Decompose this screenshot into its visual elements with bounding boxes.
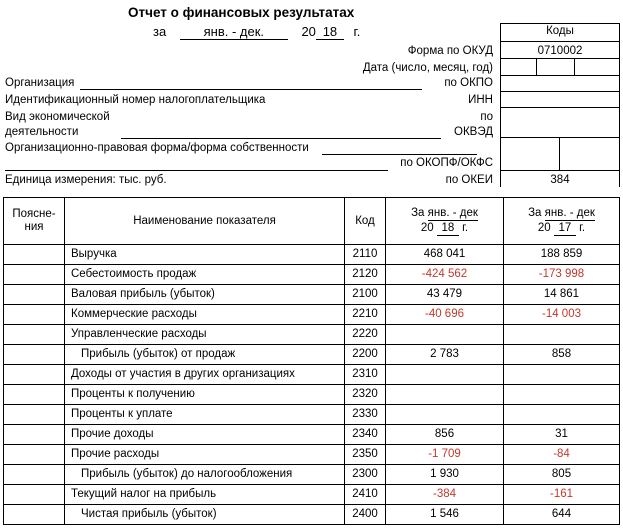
name-cell: Проценты к уплате xyxy=(65,405,345,425)
okved-label-1: по xyxy=(480,111,493,123)
col-name-header: Наименование показателя xyxy=(65,198,345,245)
notes-cell xyxy=(4,345,65,365)
legal-form-label: Организационно-правовая форма/форма собственности xyxy=(5,142,309,154)
table-row xyxy=(4,285,620,305)
okved-label-2: ОКВЭД xyxy=(454,126,493,138)
inn-label: Идентификационный номер налогоплательщика xyxy=(5,94,266,106)
previous-value-cell: 858 xyxy=(504,345,620,365)
table-row xyxy=(4,465,620,485)
inn-code-label: ИНН xyxy=(468,94,493,106)
name-cell: Коммерческие расходы xyxy=(65,305,345,325)
name-cell: Текущий налог на прибыль xyxy=(65,485,345,505)
code-cell: 2340 xyxy=(345,425,386,445)
organization-label: Организация xyxy=(5,77,75,89)
current-value-cell: -40 696 xyxy=(386,305,504,325)
code-cell: 2200 xyxy=(345,345,386,365)
period-value: янв. - дек. xyxy=(180,25,288,40)
table-row xyxy=(4,405,620,425)
name-cell: Прочие расходы xyxy=(65,445,345,465)
name-cell: Выручка xyxy=(65,245,345,265)
okud-label: Форма по ОКУД xyxy=(407,45,493,57)
notes-cell xyxy=(4,485,65,505)
current-value-cell: -424 562 xyxy=(386,265,504,285)
code-cell: 2220 xyxy=(345,325,386,345)
name-cell: Прочие доходы xyxy=(65,425,345,445)
current-value-cell: -1 709 xyxy=(386,445,504,465)
current-value-cell xyxy=(386,325,504,345)
period-line xyxy=(153,25,360,40)
notes-cell xyxy=(4,405,65,425)
year-value: 18 xyxy=(316,25,344,40)
current-value-cell: 1 930 xyxy=(386,465,504,485)
organization-field xyxy=(80,89,422,90)
current-value-cell: 468 041 xyxy=(386,245,504,265)
activity-label-1: Вид экономической xyxy=(5,111,110,123)
year-prefix: 20 xyxy=(301,24,316,39)
table-row xyxy=(4,325,620,345)
previous-value-cell: 188 859 xyxy=(504,245,620,265)
name-cell: Управленческие расходы xyxy=(65,325,345,345)
code-cell: 2320 xyxy=(345,385,386,405)
name-cell: Чистая прибыль (убыток) xyxy=(65,505,345,525)
notes-cell xyxy=(4,385,65,405)
notes-cell xyxy=(4,505,65,525)
name-cell: Валовая прибыль (убыток) xyxy=(65,285,345,305)
name-cell: Доходы от участия в других организациях xyxy=(65,365,345,385)
current-value-cell: 856 xyxy=(386,425,504,445)
previous-value-cell xyxy=(504,365,620,385)
notes-cell xyxy=(4,245,65,265)
name-cell: Себестоимость продаж xyxy=(65,265,345,285)
previous-value-cell: 805 xyxy=(504,465,620,485)
code-cell: 2310 xyxy=(345,365,386,385)
notes-cell xyxy=(4,465,65,485)
financial-results-table xyxy=(3,197,620,525)
current-value-cell: 2 783 xyxy=(386,345,504,365)
period-prefix: за xyxy=(153,24,167,39)
current-value-cell: -384 xyxy=(386,485,504,505)
col-notes-header: Поясне- ния xyxy=(4,198,65,245)
code-cell: 2100 xyxy=(345,285,386,305)
table-row xyxy=(4,345,620,365)
notes-cell xyxy=(4,265,65,285)
previous-value-cell: 14 861 xyxy=(504,285,620,305)
notes-cell xyxy=(4,305,65,325)
notes-cell xyxy=(4,285,65,305)
previous-value-cell: -84 xyxy=(504,445,620,465)
codes-title: Коды xyxy=(546,25,574,37)
previous-value-cell xyxy=(504,405,620,425)
previous-value-cell: -173 998 xyxy=(504,265,620,285)
previous-value-cell: -161 xyxy=(504,485,620,505)
activity-label-2: деятельности xyxy=(5,126,79,138)
table-row xyxy=(4,245,620,265)
previous-value-cell: 644 xyxy=(504,505,620,525)
okud-value: 0710002 xyxy=(537,45,583,57)
previous-value-cell xyxy=(504,325,620,345)
okopf-label: по ОКОПФ/ОКФС xyxy=(400,157,493,169)
code-cell: 2210 xyxy=(345,305,386,325)
table-row xyxy=(4,305,620,325)
okei-label: по ОКЕИ xyxy=(445,174,493,186)
current-value-cell xyxy=(386,385,504,405)
code-cell: 2300 xyxy=(345,465,386,485)
current-value-cell xyxy=(386,365,504,385)
name-cell: Прибыль (убыток) от продаж xyxy=(65,345,345,365)
activity-field xyxy=(121,138,441,139)
code-cell: 2350 xyxy=(345,445,386,465)
unit-label: Единица измерения: тыс. руб. xyxy=(5,174,167,186)
name-cell: Прибыль (убыток) до налогообложения xyxy=(65,465,345,485)
table-row xyxy=(4,365,620,385)
col-code-header: Код xyxy=(345,198,386,245)
okei-value: 384 xyxy=(550,174,570,186)
table-row xyxy=(4,425,620,445)
name-cell: Проценты к получению xyxy=(65,385,345,405)
code-cell: 2330 xyxy=(345,405,386,425)
notes-cell xyxy=(4,365,65,385)
previous-value-cell: -14 003 xyxy=(504,305,620,325)
code-cell: 2410 xyxy=(345,485,386,505)
table-row xyxy=(4,445,620,465)
report-title: Отчет о финансовых результатах xyxy=(128,5,355,20)
previous-value-cell: 31 xyxy=(504,425,620,445)
current-value-cell xyxy=(386,405,504,425)
notes-cell xyxy=(4,425,65,445)
year-suffix: г. xyxy=(353,24,361,39)
col-current-period-header: За янв. - дек 20 18 г. xyxy=(386,198,504,245)
okpo-label: по ОКПО xyxy=(444,77,493,89)
notes-cell xyxy=(4,445,65,465)
code-cell: 2400 xyxy=(345,505,386,525)
previous-value-cell xyxy=(504,385,620,405)
table-row xyxy=(4,265,620,285)
table-row xyxy=(4,505,620,525)
current-value-cell: 1 546 xyxy=(386,505,504,525)
legal-form-field-2 xyxy=(5,170,388,171)
code-cell: 2110 xyxy=(345,245,386,265)
legal-form-field-1 xyxy=(322,154,477,155)
table-row xyxy=(4,385,620,405)
current-value-cell: 43 479 xyxy=(386,285,504,305)
table-header-row xyxy=(4,198,620,245)
table-row xyxy=(4,485,620,505)
date-label: Дата (число, месяц, год) xyxy=(362,62,493,74)
col-previous-period-header: За янв. - дек 20 17 г. xyxy=(504,198,620,245)
notes-cell xyxy=(4,325,65,345)
code-cell: 2120 xyxy=(345,265,386,285)
